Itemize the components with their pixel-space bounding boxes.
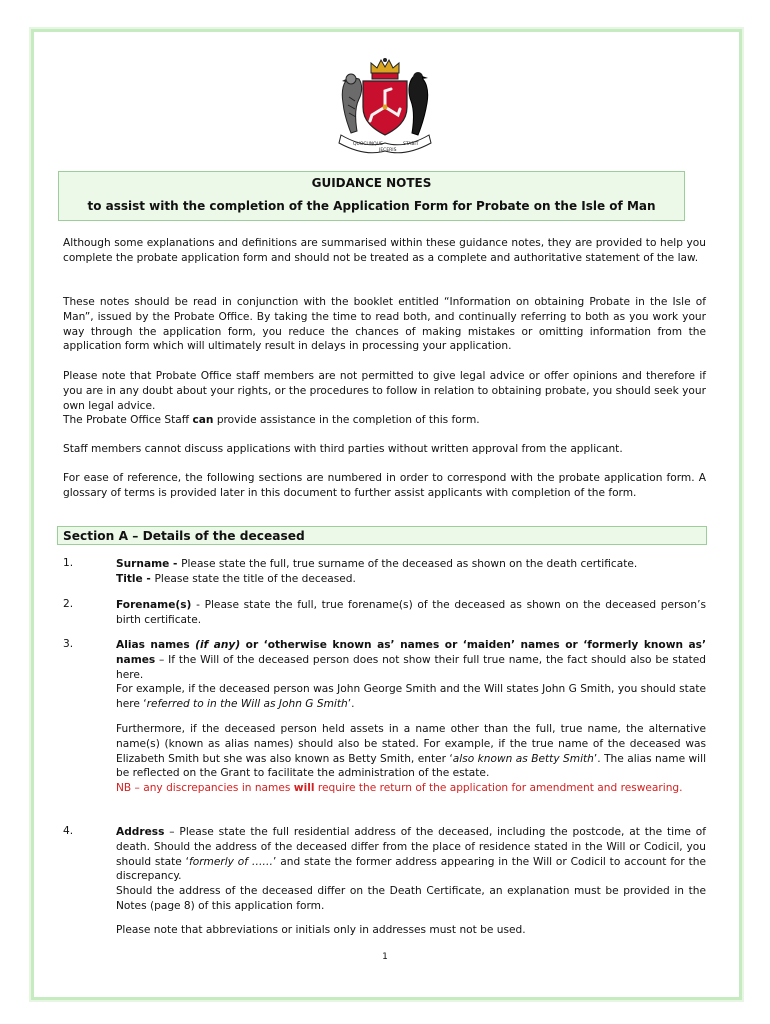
alias-example-text: For example, if the deceased person was John George Smith and the Will states John G Smith, you should state here ‘ (116, 683, 706, 711)
page-number: 1 (382, 952, 388, 962)
item-number: 3. (63, 638, 74, 650)
motto-word-1: QUOCUNQUE (353, 142, 383, 147)
motto-word-2: JECERIS (379, 148, 397, 153)
item-number: 4. (63, 825, 74, 837)
alias-example-italic: referred to in the Will as John G Smith (146, 698, 348, 711)
surname-text: Please state the full, true surname of the deceased as shown on the death certificate. (181, 558, 638, 570)
text-span: ’. The alias name will be reflected on the Grant to facilitate the administration of the estate. (116, 752, 707, 780)
text-span: ’. (347, 698, 355, 711)
intro-paragraph-3: Please note that Probate Office staff members are not permitted to give legal advice or offer opinions and therefore if you are in any doubt about your rights, or the procedures to follow in relation to obtaining probate, you should seek your own legal advice. (63, 370, 706, 412)
alias-further-text: Furthermore, if the deceased person held assets in a name other than the full, true name, the alternative name(s) (known as alias names) should also be stated. For example, if the true name of the deceased was Elizabeth Smith but she was also known as Betty Smith, enter ‘ (116, 723, 706, 765)
page-subtitle: to assist with the completion of the Application Form for Probate on the Isle of Man (87, 199, 656, 213)
raven-icon (409, 72, 428, 135)
intro-paragraph-3b (63, 413, 706, 428)
address-label: Address (116, 826, 165, 838)
motto-word-3: STABIT (403, 142, 419, 147)
address-text: – Please state the full residential address of the deceased, including the postcode, at the time of death. Should the address of the deceased differ from the place of residence stated in the Will or Codicil, you should state ‘ (116, 826, 706, 868)
address-italic: formerly of …… (188, 855, 274, 868)
nb-text-rest: require the return of the application for amendment and reswearing. (314, 782, 683, 795)
item-number: 1. (63, 557, 74, 569)
address-death-cert-text: Should the address of the deceased differ on the Death Certificate, an explanation must be provided in the Notes (page 8) of this application form. (116, 885, 706, 912)
title-box (58, 171, 685, 221)
item-forenames (116, 598, 706, 628)
forenames-text: - Please state the full, true forename(s) of the deceased as shown on the deceased person’s birth certificate. (116, 599, 706, 626)
nb-will: will (293, 782, 315, 795)
falcon-icon (342, 74, 362, 133)
title-text: Please state the title of the deceased. (154, 572, 356, 585)
motto-scroll (339, 135, 431, 153)
text-span: The Probate Office Staff (63, 414, 193, 426)
intro-paragraph-1: Although some explanations and definitions are summarised within these guidance notes, they are provided to help you complete the probate application form and should not be treated as a complete and authoritative statement of the law. (63, 237, 706, 264)
address-abbreviation-note: Please note that abbreviations or initials only in addresses must not be used. (116, 924, 526, 936)
alias-label: Alias names (116, 639, 196, 651)
intro-paragraph-2: These notes should be read in conjunction with the booklet entitled “Information on obtaining Probate in the Isle of Man”, issued by the Probate Office. By taking the time to read both, and continually referring to both as you work your way through the application form, you reduce the chances of making mistakes or omitting information from the application form which will ultimately result in delays in processing your application. (63, 296, 706, 353)
surname-label: Surname - (116, 558, 182, 570)
alias-label-rest: or ‘otherwise known as’ names or ‘maiden’ names or ‘formerly known as’ names (116, 639, 706, 666)
item-alias-names (116, 638, 706, 712)
text-span: ’ and state the former address appearing in the Will or Codicil to account for the discrepancy. (116, 855, 706, 883)
isle-of-man-crest-logo (325, 57, 445, 155)
nb-warning (116, 782, 683, 794)
section-a-heading: Section A – Details of the deceased (57, 526, 707, 545)
item-alias-furthermore (116, 722, 706, 796)
crown-icon (371, 58, 399, 79)
alias-label-ifany: (if any) (195, 639, 241, 651)
forenames-label: Forename(s) (116, 599, 192, 611)
item-address (116, 825, 706, 914)
intro-paragraph-4: Staff members cannot discuss applications with third parties without written approval from the applicant. (63, 443, 623, 455)
item-surname (116, 557, 706, 587)
alias-text: – If the Will of the deceased person does not show their full true name, the fact should also be stated here. (116, 653, 706, 681)
emphasis-can: can (192, 414, 214, 426)
title-label: Title - (116, 572, 155, 585)
shield-icon (363, 81, 407, 135)
intro-paragraph-5: For ease of reference, the following sections are numbered in order to correspond with the probate application form. A glossary of terms is provided later in this document to further assist applicants with completion of the form. (63, 472, 706, 499)
page-title: GUIDANCE NOTES (311, 176, 432, 190)
item-number: 2. (63, 598, 74, 610)
text-span: provide assistance in the completion of this form. (213, 414, 480, 426)
nb-text: NB – any discrepancies in names (116, 782, 294, 795)
alias-further-italic: also known as Betty Smith (452, 752, 594, 765)
